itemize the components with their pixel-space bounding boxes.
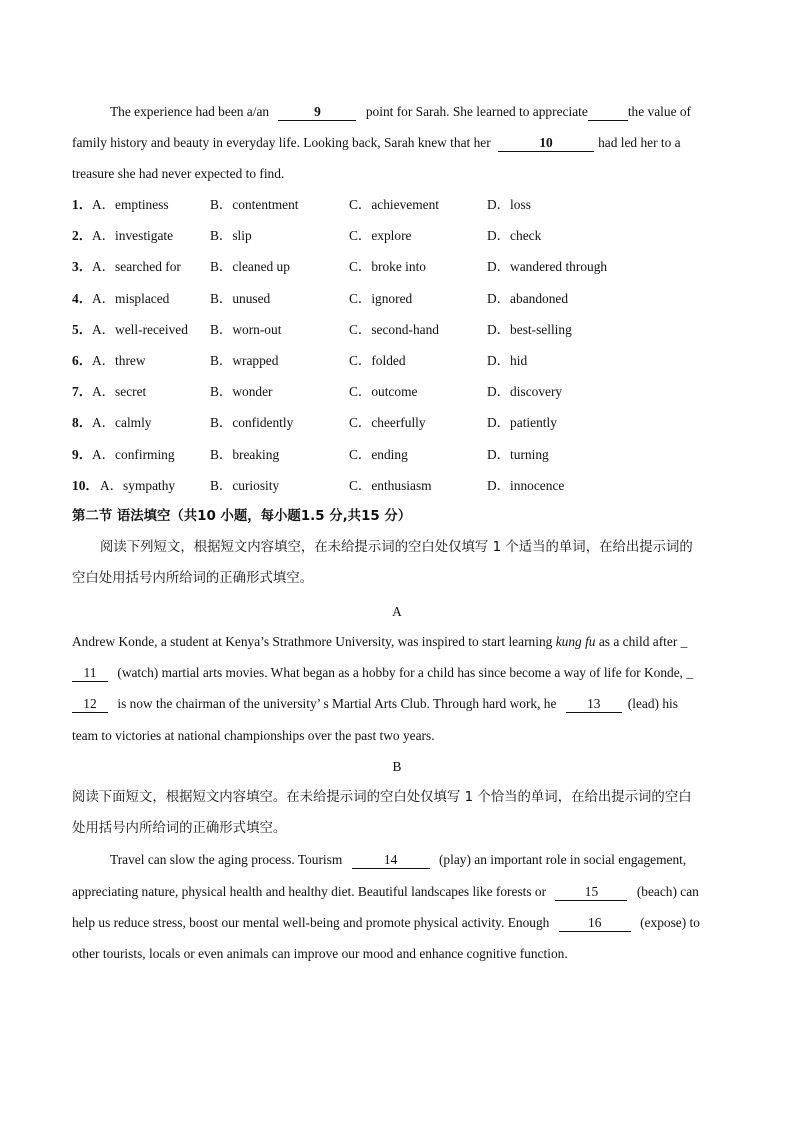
- option-d: D．check: [487, 228, 542, 244]
- option-c: C．second-hand: [349, 321, 439, 337]
- part-b-line-1: [72, 851, 722, 869]
- option-a: A．misplaced: [92, 290, 170, 306]
- option-d: D．hid: [487, 353, 528, 368]
- text-span: is now the chairman of the university’ s Martial Arts Club. Through hard work, he: [117, 696, 557, 711]
- question-row: [72, 414, 722, 432]
- blank-9: 9: [278, 104, 356, 121]
- option-d: D．best-selling: [487, 321, 572, 337]
- text-span: point for Sarah. She learned to appreciate: [365, 104, 588, 119]
- question-row: [72, 446, 722, 464]
- option-d: D．innocence: [487, 477, 565, 493]
- option-a: A．sympathy: [100, 477, 176, 493]
- option-b: B．contentment: [210, 197, 299, 212]
- option-b: B．wonder: [210, 384, 273, 400]
- part-b-line-3: [72, 914, 722, 932]
- option-a: A．threw: [92, 353, 146, 368]
- question-row: [72, 383, 722, 401]
- option-b: B．breaking: [210, 446, 280, 462]
- question-row: [72, 258, 722, 276]
- passage-line-3: treasure she had never expected to find.: [72, 166, 285, 181]
- question-number: 1．: [72, 197, 93, 212]
- option-a: A．searched for: [92, 259, 181, 275]
- option-d: D．abandoned: [487, 290, 569, 306]
- option-a: A．well-received: [92, 321, 188, 337]
- text-span: Travel can slow the aging process. Tourism: [110, 852, 343, 867]
- part-b-label: B: [392, 759, 402, 774]
- italic-text: kung fu: [555, 634, 596, 649]
- question-row: [72, 196, 722, 214]
- blank-14: 14: [352, 852, 430, 869]
- option-c: C．folded: [349, 353, 406, 368]
- text-span: family history and beauty in everyday life. Looking back, Sarah knew that her: [72, 135, 491, 150]
- question-row: [72, 227, 722, 245]
- question-number: 6．: [72, 353, 93, 368]
- blank-16: 16: [559, 915, 631, 932]
- part-a-line-2: [72, 664, 722, 682]
- passage-line-1: [72, 103, 722, 121]
- blank-13: 13: [566, 696, 622, 713]
- section-heading: 第二节 语法填空（共10 小题，每小题1.5 分,共15 分）: [72, 509, 412, 524]
- text-span: (lead) his: [627, 696, 678, 711]
- text-span: had led her to a: [598, 135, 681, 150]
- section-instructions-line-2: 空白处用括号内所给词的正确形式填空。: [72, 571, 314, 586]
- part-a-line-1: [72, 633, 722, 651]
- option-d: D．patiently: [487, 415, 557, 431]
- text-span: (beach) can: [636, 884, 699, 899]
- option-a: A．investigate: [92, 228, 174, 244]
- option-b: B．cleaned up: [210, 259, 290, 275]
- question-number: 9．: [72, 446, 93, 462]
- option-b: B．slip: [210, 228, 252, 244]
- option-c: C．enthusiasm: [349, 477, 432, 493]
- option-b: B．unused: [210, 290, 271, 306]
- text-span: the value of: [627, 104, 692, 119]
- option-c: C．explore: [349, 228, 412, 244]
- question-number: 5．: [72, 321, 93, 337]
- blank-12: 12: [72, 696, 108, 713]
- text-span: (watch) martial arts movies. What began as a hobby for a child has since become a way of life for Konde, _: [117, 665, 694, 680]
- blank-empty: [588, 104, 628, 121]
- section-instructions-line-1: 阅读下列短文，根据短文内容填空，在未给提示词的空白处仅填写 1 个适当的单词，在给出提示词的: [100, 540, 693, 555]
- option-a: A．calmly: [92, 415, 152, 431]
- option-c: C．ignored: [349, 290, 413, 306]
- part-b-line-4: other tourists, locals or even animals can improve our mood and enhance cognitive function.: [72, 946, 568, 961]
- text-span: (expose) to: [640, 915, 700, 930]
- option-c: C．achievement: [349, 197, 439, 212]
- text-span: (play) an important role in social engagement,: [438, 852, 687, 867]
- question-row: [72, 352, 722, 370]
- part-b-instructions-line-1: 阅读下面短文，根据短文内容填空。在未给提示词的空白处仅填写 1 个恰当的单词，在给出提示词的空白: [72, 790, 692, 805]
- question-number: 2．: [72, 228, 93, 244]
- option-b: B．wrapped: [210, 353, 279, 368]
- option-a: A．emptiness: [92, 197, 169, 212]
- part-a-line-4: team to victories at national championships over the past two years.: [72, 728, 435, 743]
- text-span: Andrew Konde, a student at Kenya’s Strathmore University, was inspired to start learning: [72, 634, 553, 649]
- option-c: C．cheerfully: [349, 415, 426, 431]
- option-d: D．wandered through: [487, 259, 608, 275]
- question-row: [72, 321, 722, 339]
- part-b-instructions-line-2: 处用括号内所给词的正确形式填空。: [72, 821, 287, 836]
- option-d: D．turning: [487, 446, 549, 462]
- option-b: B．worn-out: [210, 321, 282, 337]
- question-row: [72, 477, 722, 495]
- question-number: 10．: [72, 477, 99, 493]
- option-c: C．broke into: [349, 259, 426, 275]
- part-b-line-2: [72, 883, 722, 901]
- option-b: B．confidently: [210, 415, 294, 431]
- option-d: D．loss: [487, 197, 531, 212]
- option-a: A．confirming: [92, 446, 175, 462]
- blank-15: 15: [555, 884, 627, 901]
- text-span: as a child after _: [598, 634, 688, 649]
- question-number: 7．: [72, 384, 93, 400]
- passage-line-2: [72, 134, 722, 152]
- option-b: B．curiosity: [210, 477, 280, 493]
- question-number: 3．: [72, 259, 93, 275]
- option-c: C．outcome: [349, 384, 418, 400]
- text-span: help us reduce stress, boost our mental well-being and promote physical activity. Enough: [72, 915, 550, 930]
- option-d: D．discovery: [487, 384, 563, 400]
- option-c: C．ending: [349, 446, 408, 462]
- text-span: The experience had been a/an: [110, 104, 270, 119]
- part-a-line-3: [72, 695, 722, 713]
- blank-10: 10: [498, 135, 594, 152]
- blank-11: 11: [72, 665, 108, 682]
- question-number: 4．: [72, 290, 93, 306]
- option-a: A．secret: [92, 384, 147, 400]
- question-number: 8．: [72, 415, 93, 431]
- part-a-label: A: [392, 604, 402, 619]
- question-row: [72, 290, 722, 308]
- text-span: appreciating nature, physical health and healthy diet. Beautiful landscapes like forests or: [72, 884, 547, 899]
